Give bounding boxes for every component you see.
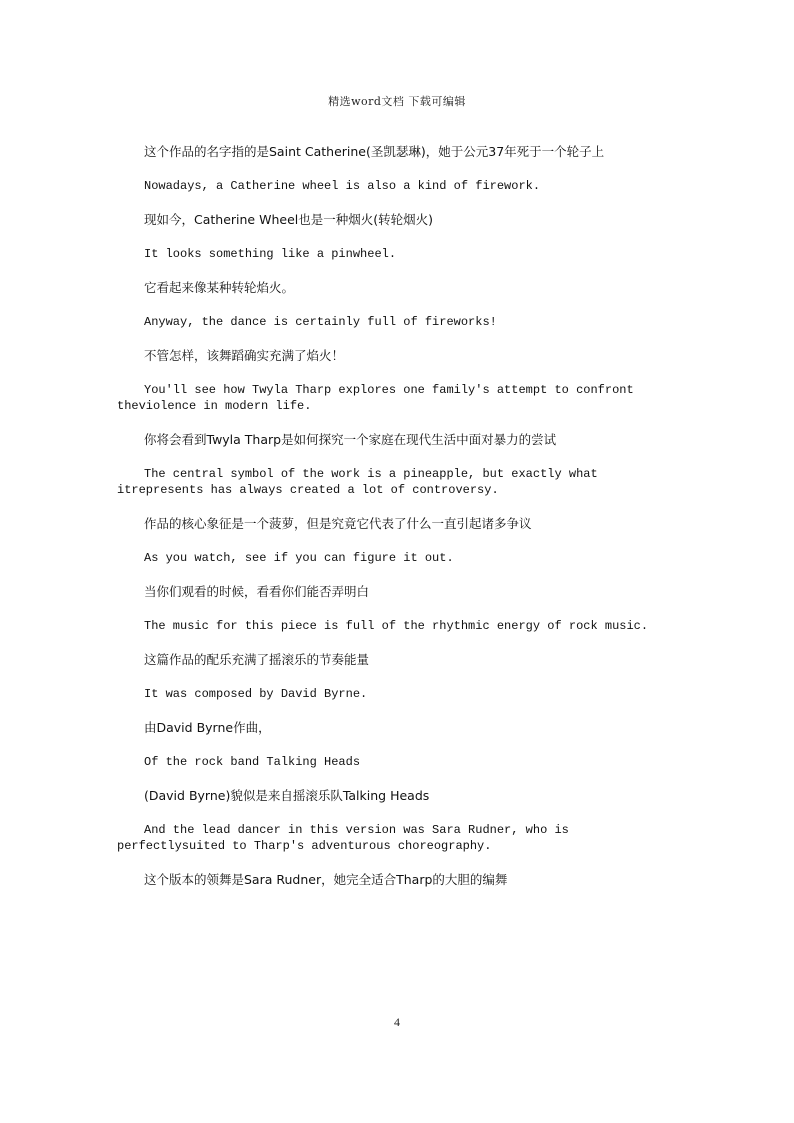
document-body <box>117 143 677 889</box>
paragraph-zh: 作品的核心象征是一个菠萝，但是究竟它代表了什么一直引起诸多争议 <box>144 516 532 531</box>
paragraph-zh: 你将会看到Twyla Tharp是如何探究一个家庭在现代生活中面对暴力的尝试 <box>144 432 557 447</box>
paragraph-zh: 它看起来像某种转轮焰火。 <box>144 280 295 295</box>
paragraph-en: The central symbol of the work is a pineapple, but exactly what itrepresents has always created a lot of controversy. <box>117 467 598 497</box>
paragraph-zh: 现如今，Catherine Wheel也是一种烟火(转轮烟火) <box>144 212 433 227</box>
page-header: 精选word文档 下载可编辑 <box>328 95 466 108</box>
paragraph-zh: 这个作品的名字指的是Saint Catherine(圣凯瑟琳)，她于公元37年死于一个轮子上 <box>144 144 605 159</box>
paragraph-en: As you watch, see if you can figure it out. <box>144 551 454 565</box>
paragraph-en: You'll see how Twyla Tharp explores one family's attempt to confront theviolence in modern life. <box>117 383 634 413</box>
paragraph-zh: (David Byrne)貌似是来自摇滚乐队Talking Heads <box>144 788 430 803</box>
paragraph-zh: 这篇作品的配乐充满了摇滚乐的节奏能量 <box>144 652 370 667</box>
paragraph-zh: 不管怎样，该舞蹈确实充满了焰火！ <box>144 348 345 363</box>
paragraph-zh: 当你们观看的时候，看看你们能否弄明白 <box>144 584 370 599</box>
paragraph-en: Nowadays, a Catherine wheel is also a kind of firework. <box>144 179 541 193</box>
paragraph-en: It looks something like a pinwheel. <box>144 247 397 261</box>
paragraph-en: And the lead dancer in this version was Sara Rudner, who is perfectlysuited to Tharp's adventurous choreography. <box>117 823 569 853</box>
paragraph-en: Anyway, the dance is certainly full of fireworks! <box>144 315 497 329</box>
paragraph-zh: 这个版本的领舞是Sara Rudner，她完全适合Tharp的大胆的编舞 <box>144 872 508 887</box>
paragraph-en: It was composed by David Byrne. <box>144 687 368 701</box>
paragraph-zh: 由David Byrne作曲， <box>144 720 271 735</box>
paragraph-en: Of the rock band Talking Heads <box>144 755 361 769</box>
page-number: 4 <box>394 1015 400 1029</box>
paragraph-en: The music for this piece is full of the rhythmic energy of rock music. <box>144 619 649 633</box>
